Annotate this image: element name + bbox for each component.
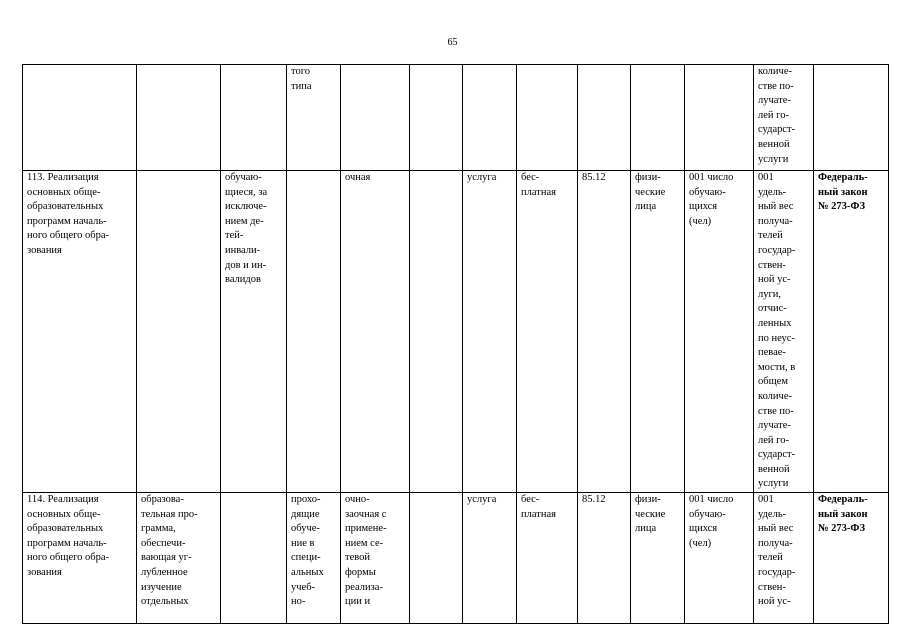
cell-line: тевой bbox=[345, 552, 371, 564]
table-cell bbox=[814, 171, 889, 493]
table-row bbox=[23, 493, 889, 624]
cell-line: венной bbox=[758, 138, 790, 150]
table-cell bbox=[137, 493, 221, 624]
cell-line: 001 bbox=[758, 494, 774, 506]
cell-line: венной bbox=[758, 463, 790, 475]
cell-line: ствен- bbox=[758, 581, 786, 593]
cell-line: ние в bbox=[291, 537, 315, 549]
cell-line: государ- bbox=[758, 244, 796, 256]
cell-line: зования bbox=[27, 567, 62, 579]
cell-line: программ началь- bbox=[27, 215, 107, 227]
table-cell bbox=[578, 171, 631, 493]
cell-line: № 273-ФЗ bbox=[818, 523, 865, 535]
table-cell bbox=[685, 171, 754, 493]
cell-line: отдельных bbox=[141, 596, 189, 608]
cell-line: 113. Реализация bbox=[27, 172, 99, 183]
cell-line: ствен- bbox=[758, 259, 786, 271]
table-cell bbox=[410, 171, 463, 493]
cell-line: дящие bbox=[291, 508, 320, 520]
cell-line: луги, bbox=[758, 288, 782, 300]
cell-line: телей bbox=[758, 552, 783, 564]
table-cell bbox=[578, 65, 631, 171]
cell-line: основных обще- bbox=[27, 186, 101, 198]
cell-line: 114. Реализация bbox=[27, 494, 99, 506]
cell-line: ного общего обра- bbox=[27, 552, 110, 564]
cell-line: Федераль- bbox=[818, 172, 868, 183]
table-cell bbox=[685, 493, 754, 624]
cell-line: прохо- bbox=[291, 494, 321, 506]
cell-line: 001 число bbox=[689, 494, 734, 506]
cell-line: обучаю- bbox=[689, 186, 726, 198]
cell-line: стве по- bbox=[758, 405, 794, 417]
cell-line: количе- bbox=[758, 66, 792, 77]
cell-line: получа- bbox=[758, 537, 793, 549]
cell-line: лучате- bbox=[758, 420, 791, 432]
table-cell bbox=[221, 171, 287, 493]
table-cell bbox=[463, 171, 517, 493]
cell-line: физи- bbox=[635, 172, 661, 183]
table-cell bbox=[23, 65, 137, 171]
cell-line: лей го- bbox=[758, 434, 789, 446]
table-cell bbox=[631, 65, 685, 171]
cell-line: (чел) bbox=[689, 537, 712, 549]
cell-line: услуги bbox=[758, 478, 789, 490]
cell-line: обуче- bbox=[291, 523, 320, 535]
cell-line: образовательных bbox=[27, 523, 104, 535]
table-cell bbox=[341, 171, 410, 493]
cell-line: лей го- bbox=[758, 109, 789, 121]
cell-line: зования bbox=[27, 244, 62, 256]
cell-line: бес- bbox=[521, 494, 540, 506]
cell-line: сударст- bbox=[758, 449, 796, 461]
cell-line: программ началь- bbox=[27, 537, 107, 549]
cell-line: исключе- bbox=[225, 201, 267, 213]
table-cell bbox=[287, 171, 341, 493]
table-cell bbox=[814, 493, 889, 624]
table-cell bbox=[410, 493, 463, 624]
cell-line: сударст- bbox=[758, 124, 796, 136]
cell-line: лица bbox=[635, 201, 657, 213]
cell-line: инвали- bbox=[225, 244, 261, 256]
table-cell bbox=[287, 65, 341, 171]
cell-line: обеспечи- bbox=[141, 537, 186, 549]
table-cell bbox=[221, 493, 287, 624]
cell-line: телей bbox=[758, 230, 783, 242]
cell-line: общем bbox=[758, 376, 788, 388]
cell-line: 001 bbox=[758, 172, 774, 183]
cell-line: 85.12 bbox=[582, 494, 606, 506]
table-cell bbox=[23, 171, 137, 493]
cell-line: ный закон bbox=[818, 186, 868, 198]
cell-line: 001 число bbox=[689, 172, 734, 183]
cell-line: ной ус- bbox=[758, 274, 791, 286]
cell-line: платная bbox=[521, 186, 556, 198]
cell-line: ный закон bbox=[818, 508, 868, 520]
cell-line: обучаю- bbox=[689, 508, 726, 520]
cell-line: лица bbox=[635, 523, 657, 535]
cell-line: ный вес bbox=[758, 523, 794, 535]
table-cell bbox=[410, 65, 463, 171]
cell-line: бес- bbox=[521, 172, 540, 183]
cell-line: основных обще- bbox=[27, 508, 101, 520]
table-cell bbox=[517, 493, 578, 624]
cell-line: удель- bbox=[758, 508, 787, 520]
cell-line: того bbox=[291, 66, 310, 77]
table-cell bbox=[463, 493, 517, 624]
cell-line: стве по- bbox=[758, 80, 794, 92]
table-cell bbox=[341, 493, 410, 624]
cell-line: услуги bbox=[758, 153, 789, 165]
cell-line: образовательных bbox=[27, 201, 104, 213]
cell-line: примене- bbox=[345, 523, 387, 535]
cell-line: по неус- bbox=[758, 332, 795, 344]
table-cell bbox=[578, 493, 631, 624]
cell-line: нием се- bbox=[345, 537, 384, 549]
cell-line: отчис- bbox=[758, 303, 787, 315]
cell-line: услуга bbox=[467, 494, 497, 506]
cell-line: услуга bbox=[467, 172, 497, 183]
cell-line: образова- bbox=[141, 494, 184, 506]
table-cell bbox=[137, 171, 221, 493]
cell-line: лубленное bbox=[141, 567, 188, 579]
cell-line: ческие bbox=[635, 508, 666, 520]
cell-line: (чел) bbox=[689, 215, 712, 227]
cell-line: ции и bbox=[345, 596, 371, 608]
cell-line: ной ус- bbox=[758, 596, 791, 608]
cell-line: но- bbox=[291, 596, 306, 608]
cell-line: № 273-ФЗ bbox=[818, 201, 865, 213]
cell-line: изучение bbox=[141, 581, 182, 593]
cell-line: вающая уг- bbox=[141, 552, 192, 564]
cell-line: Федераль- bbox=[818, 494, 868, 506]
cell-line: учеб- bbox=[291, 581, 316, 593]
cell-line: певае- bbox=[758, 347, 786, 359]
table-cell bbox=[631, 493, 685, 624]
cell-line: количе- bbox=[758, 390, 792, 402]
cell-line: тей- bbox=[225, 230, 244, 242]
table-cell bbox=[463, 65, 517, 171]
cell-line: очная bbox=[345, 172, 371, 183]
cell-line: щиеся, за bbox=[225, 186, 268, 198]
cell-line: получа- bbox=[758, 215, 793, 227]
table-cell bbox=[287, 493, 341, 624]
cell-line: щихся bbox=[689, 201, 718, 213]
table-cell bbox=[631, 171, 685, 493]
table-row bbox=[23, 171, 889, 493]
cell-line: лучате- bbox=[758, 95, 791, 107]
cell-line: валидов bbox=[225, 274, 261, 286]
cell-line: платная bbox=[521, 508, 556, 520]
table-cell bbox=[754, 65, 814, 171]
cell-line: альных bbox=[291, 567, 324, 579]
table-cell bbox=[754, 493, 814, 624]
cell-line: тельная про- bbox=[141, 508, 198, 520]
table-row bbox=[23, 65, 889, 171]
cell-line: заочная с bbox=[345, 508, 387, 520]
cell-line: ческие bbox=[635, 186, 666, 198]
page-number: 65 bbox=[447, 37, 458, 48]
table-cell bbox=[754, 171, 814, 493]
cell-line: грамма, bbox=[141, 523, 176, 535]
cell-line: специ- bbox=[291, 552, 321, 564]
cell-line: физи- bbox=[635, 494, 661, 506]
table-cell bbox=[685, 65, 754, 171]
cell-line: щихся bbox=[689, 523, 718, 535]
table-cell bbox=[137, 65, 221, 171]
cell-line: мости, в bbox=[758, 361, 796, 373]
cell-line: дов и ин- bbox=[225, 259, 267, 271]
table-cell bbox=[341, 65, 410, 171]
cell-line: обучаю- bbox=[225, 172, 262, 183]
table-cell bbox=[517, 65, 578, 171]
cell-line: ный вес bbox=[758, 201, 794, 213]
cell-line: очно- bbox=[345, 494, 370, 506]
cell-line: ного общего обра- bbox=[27, 230, 110, 242]
cell-line: нием де- bbox=[225, 215, 264, 227]
cell-line: формы bbox=[345, 567, 376, 579]
cell-line: государ- bbox=[758, 567, 796, 579]
table-cell bbox=[517, 171, 578, 493]
cell-line: реализа- bbox=[345, 581, 383, 593]
document-table bbox=[22, 64, 889, 624]
table-cell bbox=[814, 65, 889, 171]
table-cell bbox=[23, 493, 137, 624]
cell-line: типа bbox=[291, 80, 312, 92]
cell-line: удель- bbox=[758, 186, 787, 198]
table-cell bbox=[221, 65, 287, 171]
cell-line: ленных bbox=[758, 317, 792, 329]
cell-line: 85.12 bbox=[582, 172, 606, 183]
